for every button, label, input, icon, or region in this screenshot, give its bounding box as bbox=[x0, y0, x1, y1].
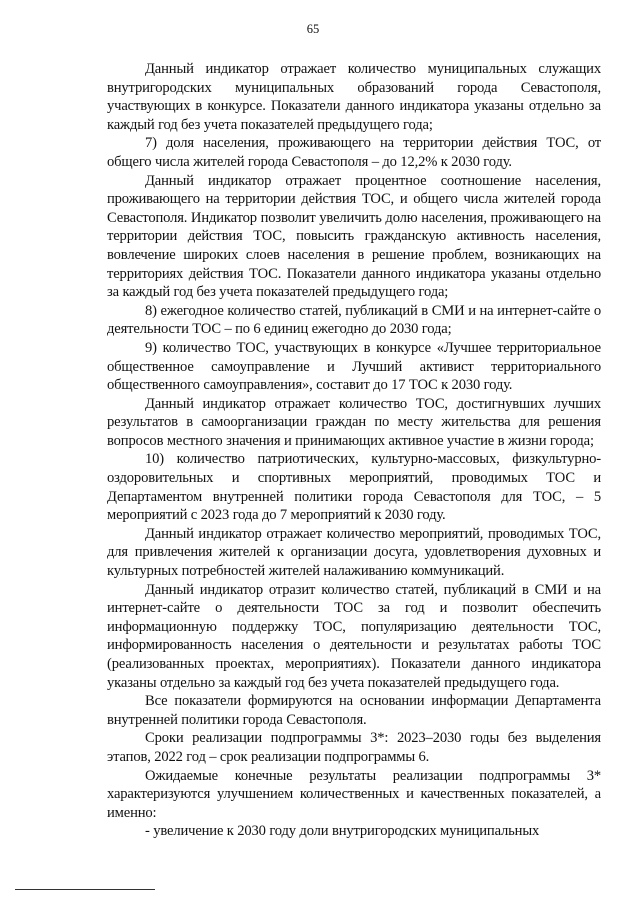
paragraph-item-9: 9) количество ТОС, участвующих в конкурсе «Лучшее территориальное общественное самоуправление и Лучший активист территориального общественного самоуправления», составит до 17 ТОС к 2030 году. bbox=[107, 339, 601, 394]
paragraph-indicator-municipal-employees: Данный индикатор отражает количество муниципальных служащих внутригородских муниципальных образований города Севастополя, участвующих в конкурсе. Показатели данного индикатора указаны отдельно за каждый год без учета показателей предыдущего года; bbox=[107, 61, 601, 133]
paragraph-indicator-events: Данный индикатор отражает количество мероприятий, проводимых ТОС, для привлечения жителей к организации досуга, удовлетворения духовных и культурных потребностей жителей налаживанию коммуникаций. bbox=[107, 525, 601, 580]
paragraph-implementation-period: Сроки реализации подпрограммы 3*: 2023–2030 годы без выделения этапов, 2022 год – срок реализации подпрограммы 6. bbox=[107, 730, 601, 765]
paragraph-data-source: Все показатели формируются на основании информации Департамента внутренней политики города Севастополя. bbox=[107, 693, 601, 728]
footnote-divider bbox=[15, 889, 155, 890]
paragraph-item-8: 8) ежегодное количество статей, публикаций в СМИ и на интернет-сайте о деятельности ТОС – по 6 единиц ежегодно до 2030 года; bbox=[107, 302, 601, 338]
paragraph-list-item-increase: - увеличение к 2030 году доли внутригородских муниципальных bbox=[145, 823, 540, 840]
document-body bbox=[107, 60, 601, 841]
paragraph-indicator-publications: Данный индикатор отразит количество статей, публикаций в СМИ и на интернет-сайте о деятельности ТОС за год и позволит обеспечить информационную поддержку ТОС, популяризацию деятельности ТОС, информированность населения о деятельности и результатах работы ТОС (реализованных проектах, мероприятиях). Показатели данного индикатора указаны отдельно за каждый год без учета показателей предыдущего года. bbox=[107, 581, 601, 691]
paragraph-item-10: 10) количество патриотических, культурно-массовых, физкультурно-оздоровительных и спортивных мероприятий, проводимых ТОС и Департаментом внутренней политики города Севастополя для ТОС, – 5 мероприятий с 2023 года до 7 мероприятий к 2030 году. bbox=[107, 451, 601, 524]
paragraph-item-7: 7) доля населения, проживающего на территории действия ТОС, от общего числа жителей города Севастополя – до 12,2% к 2030 году. bbox=[107, 135, 601, 170]
paragraph-expected-results: Ожидаемые конечные результаты реализации подпрограммы 3* характеризуются улучшением количественных и качественных показателей, а именно: bbox=[107, 767, 601, 821]
paragraph-indicator-tos-best-results: Данный индикатор отражает количество ТОС, достигнувших лучших результатов в самоорганизации граждан по месту жительства для решения вопросов местного значения и принимающих активное участие в жизни города; bbox=[107, 395, 601, 449]
paragraph-indicator-population-share: Данный индикатор отражает процентное соотношение населения, проживающего на территории действия ТОС, и общего числа жителей города Севастополя. Индикатор позволит увеличить долю населения, проживающего на территории действия ТОС, повысить гражданскую активность населения, вовлечение широких слоев населения в решение проблем, возникающих на территориях действия ТОС. Показатели данного индикатора указаны отдельно за каждый год без учета показателей предыдущего года; bbox=[107, 172, 601, 301]
page-number: 65 bbox=[306, 22, 320, 36]
